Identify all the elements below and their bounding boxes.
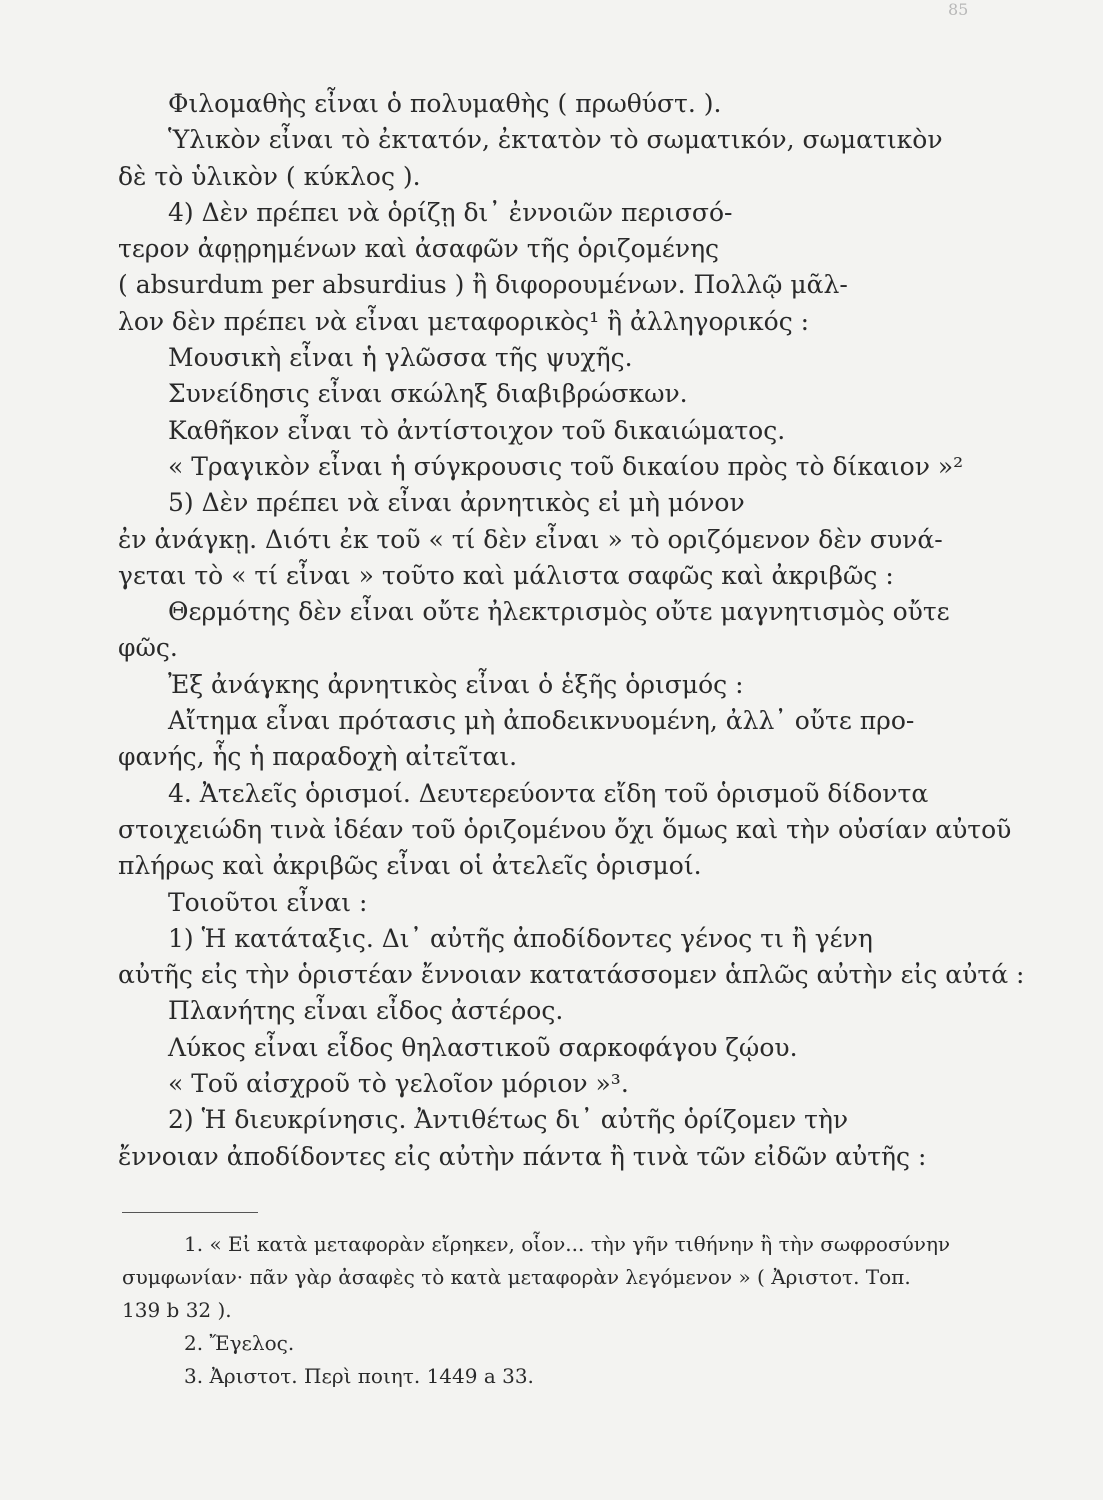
text-line: φῶς.: [118, 633, 178, 663]
text-line: Τοιοῦτοι εἶναι :: [168, 887, 368, 917]
text-line: Ὑλικὸν εἶναι τὸ ἐκτατόν, ἐκτατὸν τὸ σωματικόν, σωματικὸν: [168, 125, 943, 155]
footnote-line: 3. Ἀριστοτ. Περὶ ποιητ. 1449 a 33.: [184, 1364, 534, 1388]
text-line: 1) Ἡ κατάταξις. Δι᾽ αὐτῆς ἀποδίδοντες γένος τι ἢ γένη: [168, 923, 873, 953]
text-line: τερον ἀφῃρημένων καὶ ἀσαφῶν τῆς ὁριζομένης: [118, 234, 720, 264]
text-line: ἔννοιαν ἀποδίδοντες εἰς αὐτὴν πάντα ἢ τινὰ τῶν εἰδῶν αὐτῆς :: [118, 1141, 927, 1171]
text-line: ἐν ἀνάγκῃ. Διότι ἐκ τοῦ « τί δὲν εἶναι » τὸ οριζόμενον δὲν συνά-: [118, 524, 943, 554]
text-line: Λύκος εἶναι εἶδος θηλαστικοῦ σαρκοφάγου ζῴου.: [168, 1032, 798, 1062]
text-line: λον δὲν πρέπει νὰ εἶναι μεταφορικὸς¹ ἢ ἀλληγορικός :: [118, 306, 810, 336]
text-line: ( absurdum per absurdius ) ἢ διφορουμένων. Πολλῷ μᾶλ-: [118, 270, 848, 300]
text-line: 5) Δὲν πρέπει νὰ εἶναι ἀρνητικὸς εἰ μὴ μόνον: [168, 488, 745, 518]
body-text: [118, 86, 1025, 1175]
text-line: Αἴτημα εἶναι πρότασις μὴ ἀποδεικνυομένη, ἀλλ᾽ οὔτε προ-: [168, 706, 915, 736]
text-line: Συνείδησις εἶναι σκώληξ διαβιβρώσκων.: [168, 379, 688, 409]
text-line: γεται τὸ « τί εἶναι » τοῦτο καὶ μάλιστα σαφῶς καὶ ἀκριβῶς :: [118, 560, 894, 590]
text-line: Φιλομαθὴς εἶναι ὁ πολυμαθὴς ( πρωθύστ. ).: [168, 89, 722, 118]
footnotes: [122, 1228, 1002, 1393]
footnote-line: 1. « Εἰ κατὰ μεταφορὰν εἴρηκεν, οἷον... τὴν γῆν τιθήνην ἢ τὴν σωφροσύνην: [184, 1232, 951, 1256]
text-line: Πλανήτης εἶναι εἶδος ἀστέρος.: [168, 996, 564, 1026]
text-line: αὐτῆς εἰς τὴν ὁριστέαν ἔννοιαν κατατάσσομεν ἁπλῶς αὐτὴν εἰς αὐτά :: [118, 960, 1025, 990]
text-line: φανής, ἧς ἡ παραδοχὴ αἰτεῖται.: [118, 742, 518, 772]
page-number: 85: [948, 0, 969, 19]
text-line: 2) Ἡ διευκρίνησις. Ἀντιθέτως δι᾽ αὐτῆς ὁρίζομεν τὴν: [168, 1105, 849, 1135]
text-line: Ἐξ ἀνάγκης ἀρνητικὸς εἶναι ὁ ἑξῆς ὁρισμός :: [168, 669, 744, 699]
footnote-divider: [122, 1212, 258, 1213]
footnote-line: συμφωνίαν· πᾶν γὰρ ἀσαφὲς τὸ κατὰ μεταφορὰν λεγόμενον » ( Ἀριστοτ. Τοπ.: [122, 1265, 911, 1289]
text-line: πλήρως καὶ ἀκριβῶς εἶναι οἱ ἀτελεῖς ὁρισμοί.: [118, 851, 702, 881]
text-line: 4) Δὲν πρέπει νὰ ὁρίζῃ δι᾽ ἐννοιῶν περισσό-: [168, 197, 733, 227]
text-line: Θερμότης δὲν εἶναι οὔτε ἠλεκτρισμὸς οὔτε μαγνητισμὸς οὔτε: [168, 597, 950, 627]
text-line: « Τραγικὸν εἶναι ἡ σύγκρουσις τοῦ δικαίου πρὸς τὸ δίκαιον »²: [168, 451, 964, 481]
footnote-line: 139 b 32 ).: [122, 1298, 232, 1322]
text-line: στοιχειώδη τινὰ ἰδέαν τοῦ ὁριζομένου ὄχι ὅμως καὶ τὴν οὐσίαν αὐτοῦ: [118, 814, 1012, 844]
section-heading-line: 4. Ἀτελεῖς ὁρισμοί. Δευτερεύοντα εἴδη τοῦ ὁρισμοῦ δίδοντα: [168, 778, 929, 808]
text-line: « Τοῦ αἰσχροῦ τὸ γελοῖον μόριον »³.: [168, 1069, 629, 1099]
text-line: Μουσικὴ εἶναι ἡ γλῶσσα τῆς ψυχῆς.: [168, 343, 633, 373]
text-line: δὲ τὸ ὑλικὸν ( κύκλος ).: [118, 161, 421, 191]
footnote-line: 2. Ἔγελος.: [184, 1331, 295, 1355]
text-line: Καθῆκον εἶναι τὸ ἀντίστοιχον τοῦ δικαιώματος.: [168, 415, 786, 445]
